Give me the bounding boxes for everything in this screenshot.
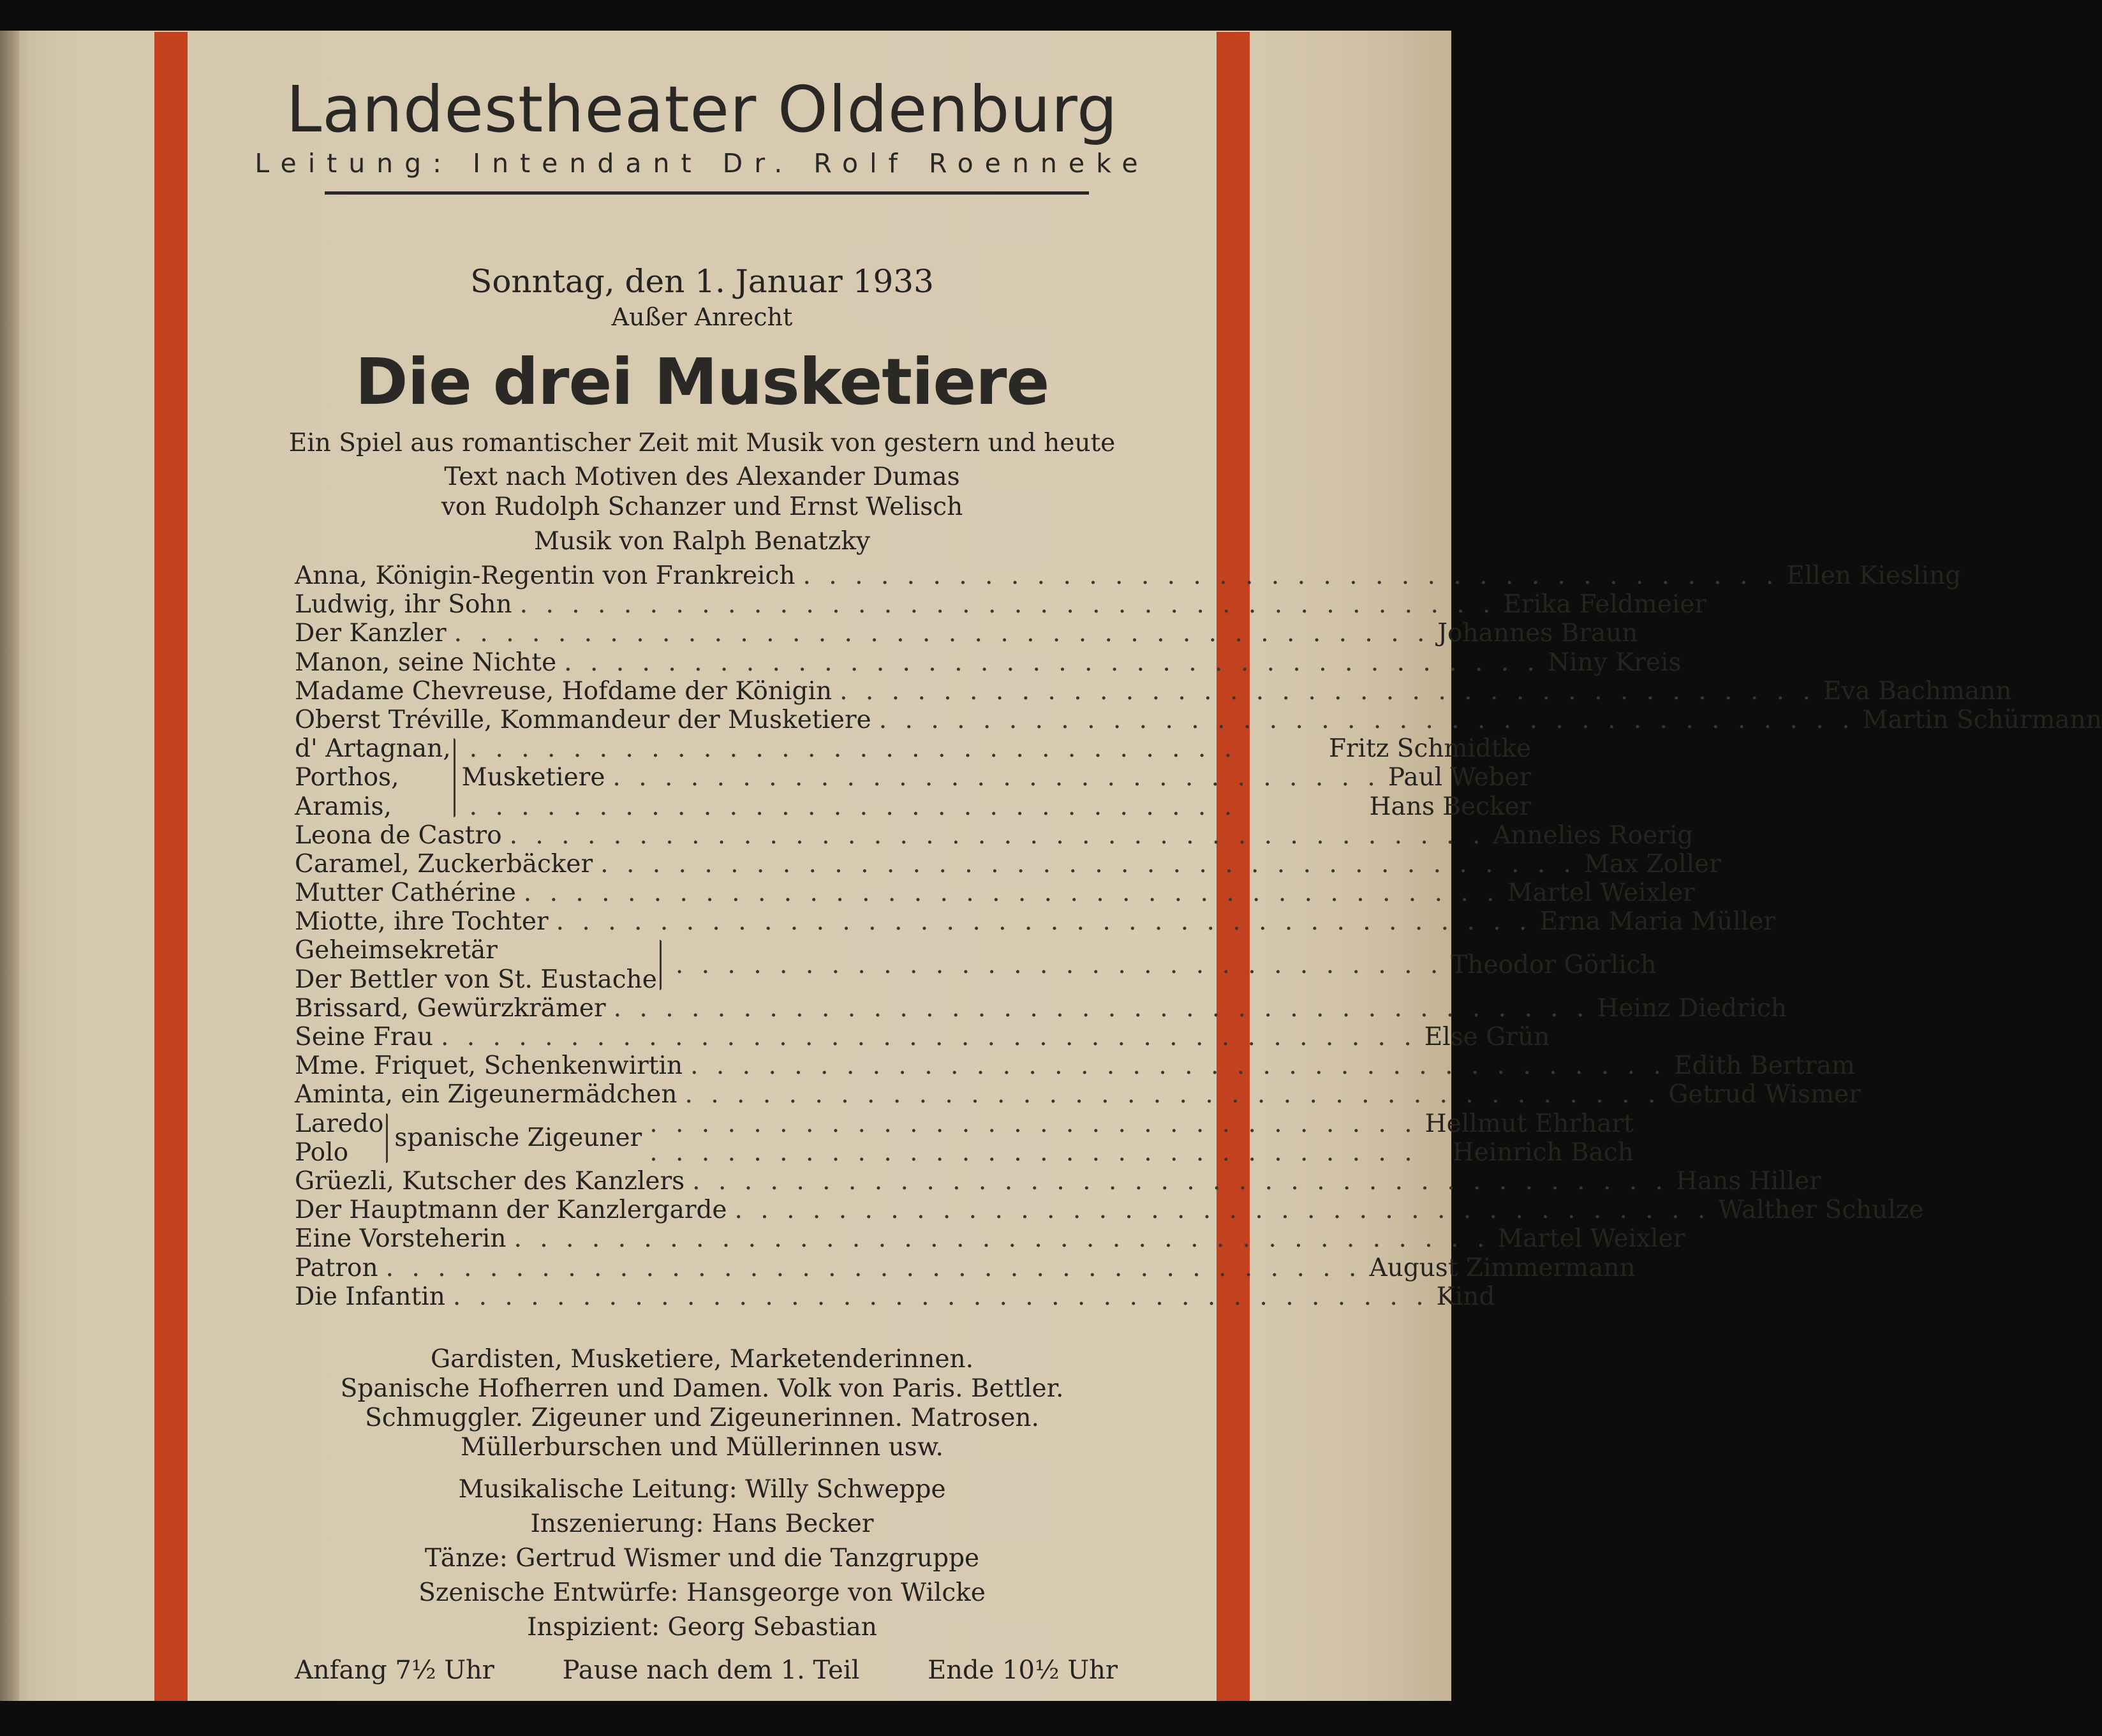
dot-leader: . . . . . . . . . . . . . . . . . . . . . . . . . . . . . . . . . . . . . . <box>440 1023 1417 1052</box>
play-subtitle: Ein Spiel aus romantischer Zeit mit Musik von gestern und heute <box>288 429 1116 457</box>
cast-actor: Martin Schürmann <box>1862 706 2102 735</box>
cast-actor: Eva Bachmann <box>1823 676 2012 706</box>
dot-leader: . . . . . . . . . . . . . . . . . . . . . . . . . . . . . . <box>649 1109 1417 1138</box>
cast-row <box>295 879 1695 908</box>
cast-role: Patron <box>295 1253 378 1282</box>
dot-leader: . . . . . . . . . . . . . . . . . . . . . . . . . . . . . . . . . . . . . . <box>519 590 1496 619</box>
cast-role: Laredo <box>295 1109 384 1138</box>
cast-role: Polo <box>295 1138 349 1167</box>
cast-role: Die Infantin <box>295 1282 445 1311</box>
cast-role: Der Hauptmann der Kanzlergarde <box>295 1196 727 1225</box>
cast-role: Aramis, <box>295 792 392 821</box>
cast-role: Madame Chevreuse, Hofdame der Königin <box>295 676 833 706</box>
binding-gutter <box>0 31 19 1701</box>
double-role-group <box>295 936 1657 994</box>
musketeers-group <box>295 734 1532 821</box>
cast-role: Miotte, ihre Tochter <box>295 907 549 937</box>
cast-actor: Getrud Wismer <box>1668 1080 1861 1109</box>
cast-actor: Martel Weixler <box>1507 879 1695 908</box>
dot-leader: . . . . . . . . . . . . . . . . . . . . . . . . . . . . . . <box>675 951 1444 980</box>
cast-row <box>295 619 1638 648</box>
gypsy-actors <box>642 1109 1634 1167</box>
cast-row <box>295 1080 1861 1109</box>
ensemble-line: Spanische Hofherren und Damen. Volk von Paris. Bettler. <box>340 1374 1064 1403</box>
cast-role: Brissard, Gewürzkrämer <box>295 993 606 1023</box>
cast-actor: Johannes Braun <box>1437 619 1638 648</box>
cast-row <box>295 1023 1550 1052</box>
dot-leader: . . . . . . . . . . . . . . . . . . . . . . . . . . . . . . . . . . . . . . <box>600 849 1576 879</box>
cast-actor: Theodor Görlich <box>1451 951 1657 980</box>
theater-direction: Leitung: Intendant Dr. Rolf Roenneke <box>255 148 1150 179</box>
performance-date: Sonntag, den 1. Januar 1933 <box>470 263 934 300</box>
cast-actor: Kind <box>1436 1282 1495 1311</box>
double-roles <box>295 936 657 993</box>
dot-leader: . . . . . . . . . . . . . . . . . . . . . . . . . . . . . . . . . . . . . . <box>564 648 1540 677</box>
pause-note: Pause nach dem 1. Teil <box>562 1656 860 1685</box>
cast-row <box>295 1224 1685 1254</box>
dot-leader: . . . . . . . . . . . . . . . . . . . . . . . . . . . . . . . . . . . . . . <box>452 1282 1429 1311</box>
cast-role: Eine Vorsteherin <box>295 1224 507 1254</box>
cast-actor: Hans Hiller <box>1675 1167 1821 1196</box>
dot-leader: . . . . . . . . . . . . . . . . . . . . . . . . . . . . . . <box>612 763 1380 792</box>
cast-row <box>462 763 1532 792</box>
cast-actor: Heinrich Bach <box>1452 1138 1634 1167</box>
dot-leader: . . . . . . . . . . . . . . . . . . . . . . . . . . . . . . . . . . . . . . <box>840 676 1816 706</box>
cast-row <box>295 1282 1495 1311</box>
brace <box>386 1113 388 1163</box>
ensemble-and-credits <box>188 1345 1217 1645</box>
cast-role: Leona de Castro <box>295 820 502 850</box>
cast-role: Geheimsekretär <box>295 936 498 965</box>
cast-row <box>295 561 1962 591</box>
dot-leader: . . . . . . . . . . . . . . . . . . . . . . . . . . . . . . . . . . . . . . <box>803 561 1779 591</box>
cast-row <box>295 993 1787 1023</box>
cast-role: Mme. Friquet, Schenkenwirtin <box>295 1051 683 1081</box>
cast-role: Oberst Tréville, Kommandeur der Musketiere <box>295 706 871 735</box>
cast-role: Der Bettler von St. Eustache <box>295 965 657 994</box>
brace <box>660 940 662 990</box>
cast-group <box>295 993 1861 1109</box>
credit-music-director: Musikalische Leitung: Willy Schweppe <box>458 1475 946 1504</box>
cast-row <box>462 792 1532 821</box>
cast-role: Der Kanzler <box>295 619 447 648</box>
cast-role: Caramel, Zuckerbäcker <box>295 849 593 879</box>
cast-actor: Fritz Schmidtke <box>1328 734 1532 764</box>
ensemble-line: Gardisten, Musketiere, Marketenderinnen. <box>430 1345 974 1374</box>
gypsies-group <box>295 1109 1634 1167</box>
cast-role: Porthos, <box>295 763 399 792</box>
cast-row <box>642 1138 1634 1167</box>
cast-row <box>295 1253 1636 1282</box>
cast-role: Anna, Königin-Regentin von Frankreich <box>295 561 796 591</box>
dot-leader: . . . . . . . . . . . . . . . . . . . . . . . . . . . . . . . . . . . . . . <box>523 879 1500 908</box>
subscription-note: Außer Anrecht <box>611 303 793 331</box>
cast-actor: Martel Weixler <box>1497 1224 1685 1254</box>
cast-actor: Erika Feldmeier <box>1503 590 1707 619</box>
ensemble-line: Müllerburschen und Müllerinnen usw. <box>461 1433 944 1462</box>
dot-leader: . . . . . . . . . . . . . . . . . . . . . . . . . . . . . . . . . . . . . . <box>454 619 1430 648</box>
cast-role: d' Artagnan, <box>295 734 451 764</box>
spacer <box>188 1462 1217 1473</box>
cast-actor: Edith Bertram <box>1673 1051 1855 1081</box>
brace <box>454 738 455 817</box>
cast-actor: Walther Schulze <box>1718 1196 1924 1225</box>
cast-row <box>295 648 1682 677</box>
cast-actor: Hellmut Ehrhart <box>1425 1109 1634 1138</box>
cast-row <box>295 907 1775 937</box>
dot-leader: . . . . . . . . . . . . . . . . . . . . . . . . . . . . . . . . . . . . . . <box>385 1253 1362 1282</box>
dot-leader: . . . . . . . . . . . . . . . . . . . . . . . . . . . . . . . . . . . . . . <box>690 1051 1666 1081</box>
cast-role: Manon, seine Nichte <box>295 648 557 677</box>
credit-set-design: Szenische Entwürfe: Hansgeorge von Wilcke <box>418 1578 986 1607</box>
cast-actor: August Zimmermann <box>1369 1253 1636 1282</box>
cast-row <box>462 734 1532 763</box>
cast-group <box>295 1167 1924 1311</box>
musketeer-actors <box>462 734 1532 821</box>
cast-row <box>295 1167 1821 1196</box>
cast-group <box>295 820 1775 937</box>
program-content <box>188 32 2102 1701</box>
cast-role: Seine Frau <box>295 1023 433 1052</box>
dot-leader: . . . . . . . . . . . . . . . . . . . . . . . . . . . . . . . . . . . . . . <box>509 820 1486 850</box>
cast-row <box>295 676 2012 706</box>
dot-leader: . . . . . . . . . . . . . . . . . . . . . . . . . . . . . . <box>649 1138 1417 1167</box>
cast-actor: Erna Maria Müller <box>1539 907 1775 937</box>
cast-actor: Hans Becker <box>1369 792 1532 821</box>
cast-row <box>295 1196 1924 1225</box>
credit-stage-manager: Inspizient: Georg Sebastian <box>527 1613 877 1642</box>
credit-dances: Tänze: Gertrud Wismer und die Tanzgruppe <box>424 1544 980 1573</box>
text-credit-authors: von Rudolph Schanzer und Ernst Welisch <box>441 493 963 521</box>
cast-actor: Niny Kreis <box>1547 648 1682 677</box>
cast-actor: Max Zoller <box>1583 849 1721 879</box>
left-red-border <box>154 32 188 1701</box>
dot-leader: . . . . . . . . . . . . . . . . . . . . . . . . . . . . . . . . . . . . . . <box>878 706 1855 735</box>
dot-leader: . . . . . . . . . . . . . . . . . . . . . . . . . . . . . . <box>469 792 1238 821</box>
cast-actor: Else Grün <box>1424 1023 1550 1052</box>
dot-leader: . . . . . . . . . . . . . . . . . . . . . . . . . . . . . . . . . . . . . . <box>514 1224 1490 1254</box>
dot-leader: . . . . . . . . . . . . . . . . . . . . . . . . . . . . . . . . . . . . . . <box>685 1080 1661 1109</box>
music-credit: Musik von Ralph Benatzky <box>533 527 871 556</box>
cast-list <box>295 561 2102 1311</box>
ensemble-line: Schmuggler. Zigeuner und Zigeunerinnen. Matrosen. <box>365 1404 1039 1432</box>
dot-leader: . . . . . . . . . . . . . . . . . . . . . . . . . . . . . . . . . . . . . . <box>613 993 1590 1023</box>
cast-group <box>295 561 2102 735</box>
dot-leader: . . . . . . . . . . . . . . . . . . . . . . . . . . . . . . . . . . . . . . <box>734 1196 1711 1225</box>
group-label: Musketiere <box>461 763 605 792</box>
cast-role: Aminta, ein Zigeunermädchen <box>295 1080 677 1109</box>
cast-actor: Ellen Kiesling <box>1786 561 1962 591</box>
theater-name: Landestheater Oldenburg <box>286 72 1118 147</box>
group-label: spanische Zigeuner <box>394 1124 642 1153</box>
dot-leader: . . . . . . . . . . . . . . . . . . . . . . . . . . . . . . . . . . . . . . <box>556 907 1532 937</box>
header-rule <box>325 191 1089 195</box>
cast-row <box>295 1051 1855 1081</box>
cast-role: Ludwig, ihr Sohn <box>295 590 512 619</box>
cast-row <box>642 1109 1634 1138</box>
cast-actor: Annelies Roerig <box>1493 820 1694 850</box>
timing-footer <box>295 1656 1118 1685</box>
text-credit: Text nach Motiven des Alexander Dumas <box>444 463 960 491</box>
cast-actor: Paul Weber <box>1388 763 1532 792</box>
cast-row <box>295 820 1694 850</box>
dot-leader: . . . . . . . . . . . . . . . . . . . . . . . . . . . . . . <box>469 734 1238 764</box>
musketeer-roles <box>295 734 451 821</box>
cast-row <box>295 849 1721 879</box>
end-time: Ende 10½ Uhr <box>928 1656 1118 1685</box>
gypsy-roles <box>295 1109 383 1167</box>
cast-row <box>295 590 1707 619</box>
cast-role: Grüezli, Kutscher des Kanzlers <box>295 1167 685 1196</box>
cast-actor: Heinz Diedrich <box>1597 993 1787 1023</box>
start-time: Anfang 7½ Uhr <box>295 1656 494 1685</box>
cast-row <box>295 706 2102 735</box>
credit-staging: Inszenierung: Hans Becker <box>530 1510 874 1538</box>
cast-role: Mutter Cathérine <box>295 879 516 908</box>
play-title: Die drei Musketiere <box>355 345 1049 419</box>
dot-leader: . . . . . . . . . . . . . . . . . . . . . . . . . . . . . . . . . . . . . . <box>692 1167 1668 1196</box>
